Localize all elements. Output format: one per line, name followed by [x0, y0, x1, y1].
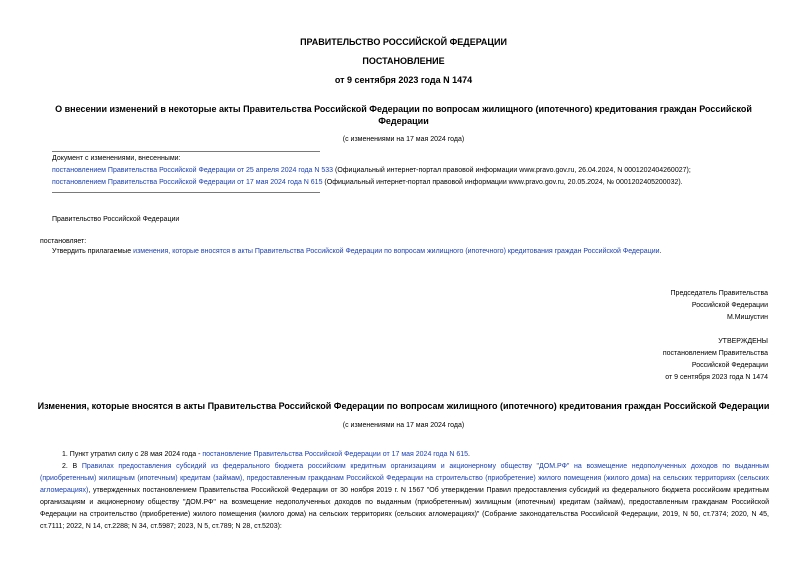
approve-suffix: . — [659, 248, 662, 255]
amendments-intro: Документ с изменениями, внесенными: — [52, 155, 181, 162]
amendment-link-533[interactable]: постановлением Правительства Российской Федерации от 25 апреля 2024 года N 533 — [52, 167, 334, 174]
p2-rules-link[interactable]: Правилах предоставления субсидий из федерального бюджета российским кредитным организациям и акционерному обществу "ДОМ.РФ" на возмещение недополученных доходов по выданным (приобретенным) жилищным (ипотечным) кредитам (займам), предоставленным гражданам Российской Федерации на строительство (приобретение) жилого помещения (жилого дома) на сельских территориях (сельских агломерациях) — [40, 463, 769, 494]
p2-prefix: 2. В — [62, 463, 82, 470]
signature-body: Российской Федерации — [691, 302, 768, 309]
signature-name: М.Мишустин — [726, 314, 768, 321]
decides-text: постановляет: — [40, 238, 87, 245]
changes-revision-note: (с изменениями на 17 мая 2024 года) — [342, 422, 465, 429]
doc-date-number: от 9 сентября 2023 года N 1474 — [334, 75, 473, 85]
approval-line-2: постановлением Правительства — [662, 350, 768, 357]
signature-position: Председатель Правительства — [670, 290, 768, 297]
approval-line-3: Российской Федерации — [691, 362, 768, 369]
signature-block — [671, 288, 768, 324]
p1-suffix: . — [468, 451, 470, 458]
amendments-bottom-rule — [52, 192, 320, 193]
amendments-top-rule — [52, 151, 320, 152]
amendment-source-615: (Официальный интернет-портал правовой информации www.pravo.gov.ru, 20.05.2024, № 0001202405200032). — [322, 179, 683, 186]
approval-line-4: от 9 сентября 2023 года N 1474 — [665, 374, 768, 381]
changes-paragraph-1 — [62, 449, 470, 461]
amendment-source-533: (Официальный интернет-портал правовой информации www.pravo.gov.ru, 26.04.2024, N 0001202404260027); — [333, 167, 691, 174]
amendment-item-2 — [52, 177, 683, 189]
amendment-link-615[interactable]: постановлением Правительства Российской Федерации от 17 мая 2024 года N 615 — [52, 179, 323, 186]
approval-block — [663, 336, 768, 384]
approve-paragraph — [52, 246, 661, 258]
doc-type-heading: ПОСТАНОВЛЕНИЕ — [362, 56, 445, 66]
government-heading: ПРАВИТЕЛЬСТВО РОССИЙСКОЙ ФЕДЕРАЦИИ — [300, 37, 507, 47]
p2-body: , утвержденных постановлением Правительства Российской Федерации от 30 ноября 2019 г. N 1567 "Об утверждении Правил предоставления субсидий из федерального бюджета российским кредитным организациям и акционерному обществу "ДОМ.РФ" на возмещение недополученных доходов по выданным (приобретенным) жилищным (ипотечным) кредитам (займам), предоставленным гражданам Российской Федерации на строительство (приобретение) жилого помещения (жилого дома) на сельских территориях (сельских агломерациях)" (Собрание законодательства Российской Федерации, 2019, N 50, ст.7374; 2020, N 45, ст.7111; 2022, N 14, ст.2288; N 34, ст.5987; 2023, N 5, ст.789; N 28, ст.5203): — [40, 487, 769, 530]
approved-changes-link[interactable]: изменения, которые вносятся в акты Правительства Российской Федерации по вопросам жилищного (ипотечного) кредитования граждан Российской Федерации — [133, 248, 660, 255]
p1-decree-615-link[interactable]: постановление Правительства Российской Федерации от 17 мая 2024 года N 615 — [202, 451, 469, 458]
changes-title: Изменения, которые вносятся в акты Правительства Российской Федерации по вопросам жилищного (ипотечного) кредитования граждан Российской Федерации — [37, 401, 770, 411]
p1-prefix: 1. Пункт утратил силу с 28 мая 2024 года - — [62, 451, 203, 458]
revision-note: (с изменениями на 17 мая 2024 года) — [342, 136, 465, 143]
changes-paragraph-2 — [40, 461, 769, 533]
approve-prefix: Утвердить прилагаемые — [52, 248, 134, 255]
doc-title: О внесении изменений в некоторые акты Правительства Российской Федерации по вопросам жилищного (ипотечного) кредитования граждан Российской Федерации — [55, 104, 752, 126]
amendment-item-1 — [52, 165, 691, 177]
approval-heading: УТВЕРЖДЕНЫ — [718, 338, 768, 345]
subject-text: Правительство Российской Федерации — [52, 216, 180, 223]
